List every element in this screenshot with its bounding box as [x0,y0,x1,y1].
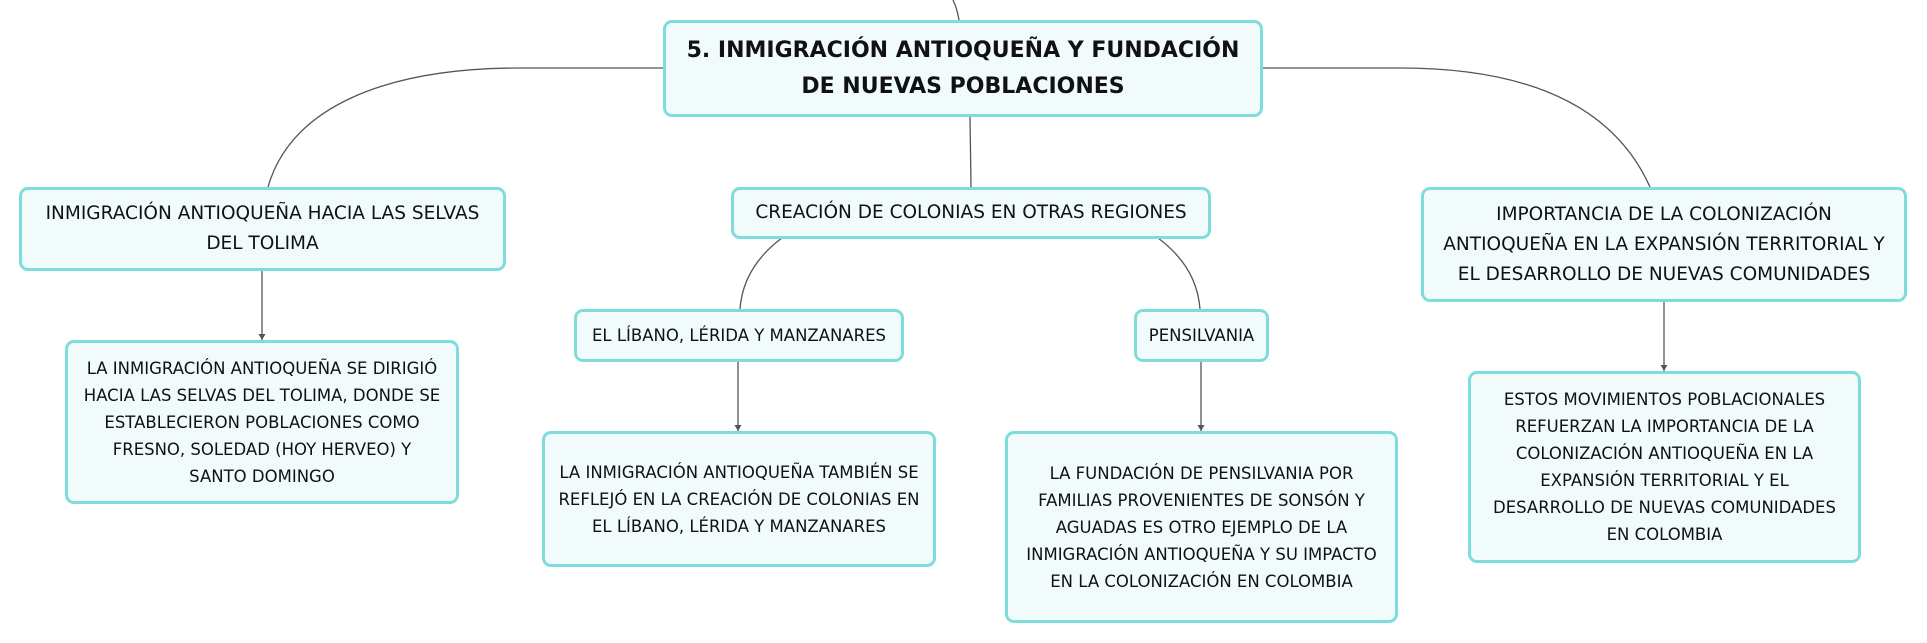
connector-root-to-tolima [268,68,663,187]
detail-tolima-text: LA INMIGRACIÓN ANTIOQUEÑA SE DIRIGIÓ HACIA LAS SELVAS DEL TOLIMA, DONDE SE ESTABLECIERON POBLACIONES COMO FRESNO, SOLEDAD (HOY HERVEO) Y SANTO DOMINGO [83,358,441,486]
root-topic-label: 5. INMIGRACIÓN ANTIOQUEÑA Y FUNDACIÓN DE NUEVAS POBLACIONES [686,37,1240,99]
connector-colonias-to-libano [740,238,782,309]
topic-tolima-label: INMIGRACIÓN ANTIOQUEÑA HACIA LAS SELVAS DEL TOLIMA [45,203,480,254]
topic-pensilvania-label: PENSILVANIA [1148,326,1255,345]
detail-libano[interactable] [542,431,936,567]
topic-tolima[interactable] [19,187,506,271]
topic-colonias[interactable] [731,187,1211,239]
connector-colonias-to-pensilvania [1158,238,1200,309]
topic-colonias-label: CREACIÓN DE COLONIAS EN OTRAS REGIONES [755,202,1187,223]
detail-tolima[interactable] [65,340,459,504]
topic-libano[interactable] [574,309,904,362]
detail-libano-text: LA INMIGRACIÓN ANTIOQUEÑA TAMBIÉN SE REFLEJÓ EN LA CREACIÓN DE COLONIAS EN EL LÍBANO, LÉRIDA Y MANZANARES [558,462,920,536]
topic-importancia-label: IMPORTANCIA DE LA COLONIZACIÓN ANTIOQUEÑA EN LA EXPANSIÓN TERRITORIAL Y EL DESARROLLO DE NUEVAS COMUNIDADES [1443,203,1885,285]
connector-root-incoming [953,0,959,20]
connector-root-to-importancia [1263,68,1650,187]
detail-pensilvania[interactable] [1005,431,1398,623]
root-topic[interactable] [663,20,1263,117]
connector-root-to-colonias [970,116,971,187]
topic-importancia[interactable] [1421,187,1907,302]
detail-pensilvania-text: LA FUNDACIÓN DE PENSILVANIA POR FAMILIAS PROVENIENTES DE SONSÓN Y AGUADAS ES OTRO EJEMPLO DE LA INMIGRACIÓN ANTIOQUEÑA Y SU IMPACTO EN LA COLONIZACIÓN EN COLOMBIA [1026,463,1377,591]
detail-importancia[interactable] [1468,371,1861,563]
topic-libano-label: EL LÍBANO, LÉRIDA Y MANZANARES [591,326,887,345]
detail-importancia-text: ESTOS MOVIMIENTOS POBLACIONALES REFUERZAN LA IMPORTANCIA DE LA COLONIZACIÓN ANTIOQUEÑA EN LA EXPANSIÓN TERRITORIAL Y EL DESARROLLO DE NUEVAS COMUNIDADES EN COLOMBIA [1493,390,1836,544]
topic-pensilvania[interactable] [1134,309,1269,362]
